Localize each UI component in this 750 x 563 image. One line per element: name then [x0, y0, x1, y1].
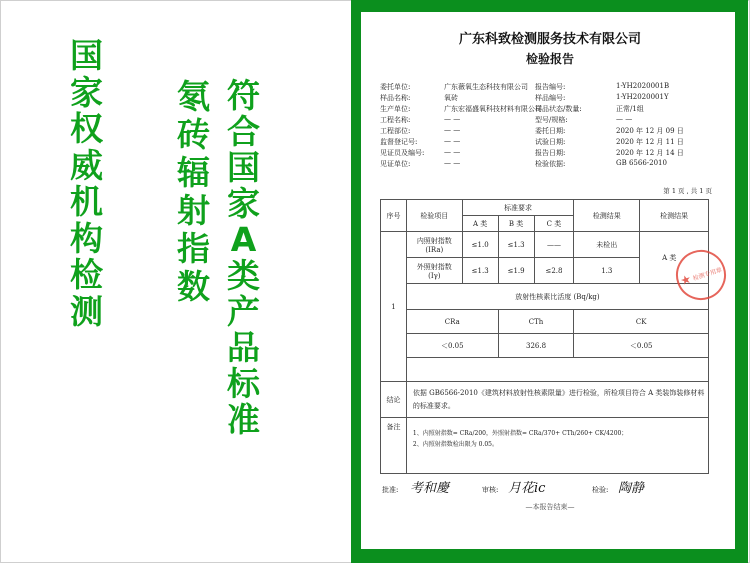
- headline-glyph: 构: [70, 218, 103, 258]
- header-class-b: B 类: [498, 216, 534, 232]
- nuclide-ra-value: ＜0.05: [406, 334, 498, 358]
- reviewer-label: 审核:: [482, 486, 499, 494]
- field-label: 型号/规格:: [535, 116, 568, 124]
- field-label: 见证单位:: [380, 160, 411, 168]
- nuclide-k-value: ＜0.05: [574, 334, 709, 358]
- internal-class-b: ≤1.3: [498, 232, 534, 258]
- internal-index-label: 内照射指数 (IRa): [406, 232, 462, 258]
- headline-glyph: 辐: [177, 153, 210, 192]
- internal-result: 未检出: [574, 232, 640, 258]
- info-row: [380, 148, 720, 159]
- external-result: 1.3: [574, 258, 640, 284]
- field-value: — —: [444, 137, 461, 145]
- headline-glyph: 指: [177, 229, 210, 268]
- inspector-label: 检验:: [592, 486, 609, 494]
- headline-glyph: 国: [70, 36, 103, 75]
- field-value: — —: [616, 115, 633, 123]
- field-label: 监督登记号:: [380, 138, 418, 146]
- report-info-fields: [380, 82, 720, 170]
- header-conclusion: 检测结果: [640, 200, 709, 232]
- info-row: [380, 159, 720, 170]
- field-value: 2020 年 12 月 09 日: [616, 127, 684, 135]
- approver-label: 批准:: [382, 486, 399, 494]
- headline-glyph: 氡: [177, 77, 210, 116]
- headline-glyph: 符: [227, 76, 260, 115]
- company-name: 广东科致检测服务技术有限公司: [458, 32, 641, 47]
- headline-radiation-index: [177, 78, 210, 306]
- external-class-a: ≤1.3: [462, 258, 498, 284]
- field-label: 委托单位:: [380, 83, 411, 91]
- field-value: — —: [444, 115, 461, 123]
- field-value: 广东宏福盛氧科技材料有限公司: [444, 105, 542, 113]
- info-row: [380, 82, 720, 93]
- field-label: 见证员及编号:: [380, 149, 425, 157]
- field-value: 氧砖: [444, 94, 458, 102]
- external-index-label: 外照射指数 (Iγ): [406, 258, 462, 284]
- field-value: GB 6566-2010: [616, 159, 667, 167]
- inspector-signature: 陶静: [618, 481, 645, 496]
- external-class-b: ≤1.9: [498, 258, 534, 284]
- headline-class-a-standard: [227, 78, 260, 438]
- official-seal: ★ 检测专用章: [669, 243, 732, 306]
- header-class-a: A 类: [462, 216, 498, 232]
- headline-glyph: 类: [227, 256, 260, 295]
- info-row: [380, 104, 720, 115]
- approver-signature: 考和慶: [410, 481, 450, 496]
- field-label: 样品状态/数量:: [535, 105, 582, 113]
- headline-glyph: 数: [177, 267, 210, 306]
- reviewer-signature: 月花ic: [508, 481, 546, 496]
- field-label: 检验依据:: [535, 160, 566, 168]
- nuclide-k-label: CK: [574, 310, 709, 334]
- headline-glyph: 国: [227, 148, 260, 187]
- remarks-text: 1、内照射指数= CRa/200，外照射指数= CRa/370+ CTh/260+ CK/4200； 2、内照射指数检出限为 0.05。: [406, 418, 708, 474]
- field-label: 报告日期:: [535, 149, 566, 157]
- headline-glyph: 合: [227, 112, 260, 151]
- field-label: 工程部位:: [380, 127, 411, 135]
- field-label: 工程名称:: [380, 116, 411, 124]
- field-value: — —: [444, 159, 461, 167]
- conclusion-label: 结论: [381, 382, 407, 418]
- headline-glyph: 准: [227, 400, 260, 439]
- info-row: [380, 137, 720, 148]
- page-number: 第 1 页 , 共 1 页: [663, 187, 712, 195]
- conclusion-class: A 类: [640, 232, 709, 284]
- field-label: 样品编号:: [535, 94, 566, 102]
- report-end: —本报告结束—: [525, 503, 575, 511]
- headline-glyph: 威: [70, 145, 103, 185]
- results-table: [380, 199, 709, 474]
- internal-class-a: ≤1.0: [462, 232, 498, 258]
- nuclide-th-label: CTh: [498, 310, 574, 334]
- nuclide-ra-label: CRa: [406, 310, 498, 334]
- nuclide-th-value: 326.8: [498, 334, 574, 358]
- field-value: 1-YH2020001Y: [616, 93, 669, 101]
- field-value: 2020 年 12 月 14 日: [616, 149, 684, 157]
- remarks-label: 备注: [381, 418, 407, 474]
- headline-glyph: 标: [227, 364, 260, 403]
- headline-glyph: 产: [227, 292, 260, 331]
- headline-glyph: 砖: [177, 115, 210, 154]
- headline-glyph: 家: [227, 184, 260, 223]
- field-label: 委托日期:: [535, 127, 566, 135]
- field-label: 试验日期:: [535, 138, 566, 146]
- headline-authority-tested: [70, 38, 103, 330]
- conclusion-text: 依据 GB6566-2010《建筑材料放射性核素限量》进行检验，所检项目符合 A 类装饰装修材料的标准要求。: [406, 382, 708, 418]
- internal-class-c: ——: [534, 232, 574, 258]
- info-row: [380, 126, 720, 137]
- headline-glyph: 权: [70, 109, 103, 148]
- report-title: 检验报告: [525, 52, 574, 66]
- row-seq-1: 1: [381, 232, 407, 382]
- headline-glyph: 品: [227, 328, 260, 367]
- headline-glyph: 射: [177, 191, 210, 230]
- field-value: 1-YH2020001B: [616, 82, 670, 90]
- headline-glyph: 机: [70, 182, 103, 221]
- star-icon: ★: [678, 271, 694, 289]
- header-item: 检验项目: [406, 200, 462, 232]
- headline-glyph: 家: [70, 72, 103, 112]
- field-label: 生产单位:: [380, 105, 411, 113]
- header-standard: 标准要求: [462, 200, 574, 216]
- field-label: 报告编号:: [535, 83, 566, 91]
- info-row: [380, 93, 720, 104]
- external-class-c: ≤2.8: [534, 258, 574, 284]
- field-value: 广东薇氧生态科技有限公司: [444, 83, 528, 91]
- field-value: — —: [444, 148, 461, 156]
- field-value: 正常/1组: [616, 105, 644, 113]
- field-label: 样品名称:: [380, 94, 411, 102]
- activity-heading: 放射性核素比活度 (Bq/kg): [406, 284, 708, 310]
- header-seq: 序号: [381, 200, 407, 232]
- info-row: [380, 115, 720, 126]
- field-value: — —: [444, 126, 461, 134]
- header-class-c: C 类: [534, 216, 574, 232]
- headline-glyph: 检: [70, 255, 103, 294]
- headline-glyph: 测: [70, 291, 103, 331]
- headline-glyph: A: [230, 220, 257, 259]
- field-value: 2020 年 12 月 11 日: [616, 138, 684, 146]
- header-result: 检测结果: [574, 200, 640, 232]
